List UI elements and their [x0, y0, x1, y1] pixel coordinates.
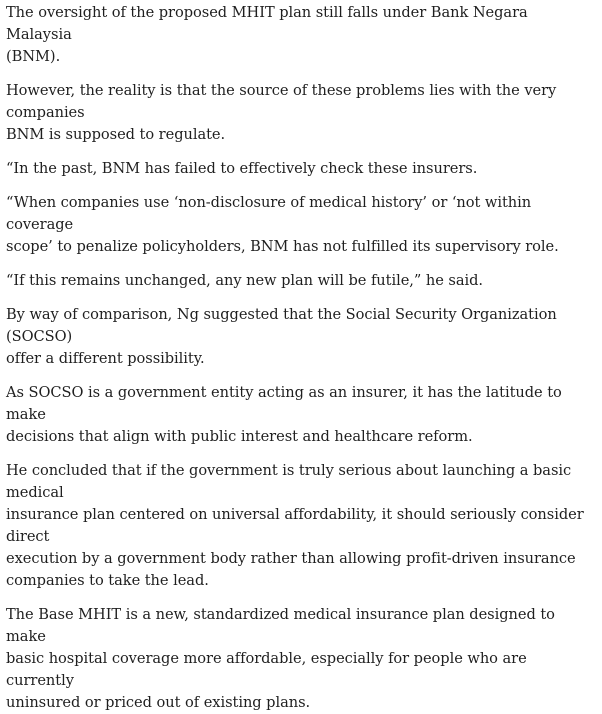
paragraph-bnm-failed: “In the past, BNM has failed to effectively check these insurers.: [6, 160, 478, 177]
paragraph-oversight-bnm: The oversight of the proposed MHIT plan still falls under Bank Negara Malaysia (BNM).: [6, 4, 528, 65]
paragraph-futile-quote: “If this remains unchanged, any new plan will be futile,” he said.: [6, 272, 483, 289]
paragraph-socso-comparison: By way of comparison, Ng suggested that the Social Security Organization (SOCSO) offer a different possibility.: [6, 306, 557, 367]
paragraph-conclusion: He concluded that if the government is truly serious about launching a basic medical insurance plan centered on universal affordability, it should seriously consider direct execution by a government body rather than allowing profit-driven insurance companies to take the lead.: [6, 462, 584, 589]
paragraph-non-disclosure: “When companies use ‘non-disclosure of medical history’ or ‘not within coverage scope’ to penalize policyholders, BNM has not fulfilled its supervisory role.: [6, 194, 559, 255]
paragraph-base-mhit: The Base MHIT is a new, standardized medical insurance plan designed to make basic hospital coverage more affordable, especially for people who are currently uninsured or priced out of existing plans.: [6, 606, 555, 711]
paragraph-reality-companies: However, the reality is that the source of these problems lies with the very companies BNM is supposed to regulate.: [6, 82, 557, 143]
paragraph-socso-latitude: As SOCSO is a government entity acting as an insurer, it has the latitude to make decisions that align with public interest and healthcare reform.: [6, 384, 562, 445]
